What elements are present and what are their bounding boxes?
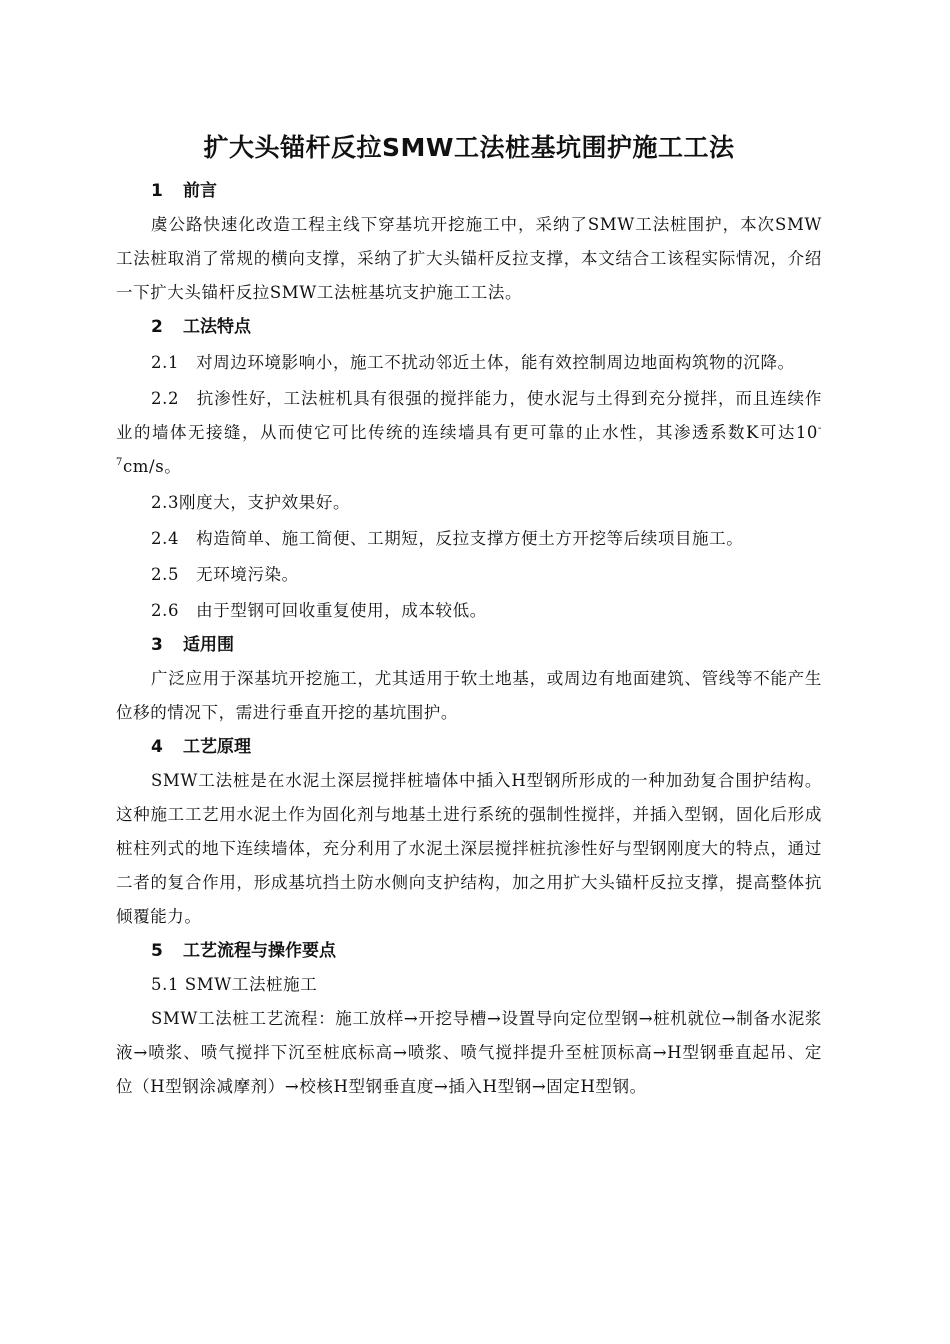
- section-title: 工法特点: [183, 317, 251, 337]
- paragraph-2-2: [116, 382, 822, 484]
- paragraph-2-3: 2.3刚度大，支护效果好。: [151, 493, 351, 512]
- paragraph-scope: 广泛应用于深基坑开挖施工，尤其适用于软土地基，或周边有地面建筑、管线等不能产生位移的情况下，需进行垂直开挖的基坑围护。: [116, 669, 822, 722]
- paragraph-2-5: 2.5 无环境污染。: [151, 565, 299, 584]
- paragraph-2-1: 2.1 对周边环境影响小，施工不扰动邻近土体，能有效控制周边地面构筑物的沉降。: [151, 353, 795, 372]
- section-number: 5: [151, 941, 163, 961]
- section-number: 1: [151, 181, 163, 201]
- section-heading-1: [116, 174, 822, 208]
- section-number: 2: [151, 317, 163, 337]
- section-heading-5: [116, 934, 822, 968]
- paragraph-2-2-text: 2.2 抗渗性好，工法桩机具有很强的搅拌能力，使水泥与土得到充分搅拌，而且连续作业的墙体无接缝，从而使它可比传统的连续墙具有更可靠的止水性，其渗透系数K可达10: [116, 389, 822, 442]
- section-number: 3: [151, 635, 163, 655]
- paragraph-2-6: 2.6 由于型钢可回收重复使用，成本较低。: [151, 601, 487, 620]
- paragraph-2-4: 2.4 构造简单、施工简便、工期短，反拉支撑方便土方开挖等后续项目施工。: [151, 529, 744, 548]
- document-content: [116, 128, 822, 1104]
- section-heading-3: [116, 628, 822, 662]
- section-heading-2: [116, 310, 822, 344]
- section-number: 4: [151, 737, 163, 757]
- section-title: 适用围: [183, 635, 234, 655]
- section-title: 工艺流程与操作要点: [183, 941, 336, 961]
- paragraph-2-2-unit: cm/s。: [122, 457, 182, 476]
- section-title: 前言: [183, 181, 217, 201]
- section-title: 工艺原理: [183, 737, 251, 757]
- exponent: -7: [116, 422, 822, 468]
- paragraph-process-flow: SMW工法桩工艺流程：施工放样→开挖导槽→设置导向定位型钢→桩机就位→制备水泥浆液→喷浆、喷气搅拌下沉至桩底标高→喷浆、喷气搅拌提升至桩顶标高→H型钢垂直起吊、定位（H型钢涂减摩剂）→校核H型钢垂直度→插入H型钢→固定H型钢。: [116, 1009, 822, 1096]
- subsection-heading-5-1: 5.1 SMW工法桩施工: [151, 975, 318, 994]
- paragraph-principle: SMW工法桩是在水泥土深层搅拌桩墙体中插入H型钢所形成的一种加劲复合围护结构。这种施工工艺用水泥土作为固化剂与地基土进行系统的强制性搅拌，并插入型钢，固化后形成桩柱列式的地下连续墙体，充分利用了水泥土深层搅拌桩抗渗性好与型钢刚度大的特点，通过二者的复合作用，形成基坑挡土防水侧向支护结构，加之用扩大头锚杆反拉支撑，提高整体抗倾覆能力。: [116, 771, 822, 926]
- section-heading-4: [116, 730, 822, 764]
- document-title: 扩大头锚杆反拉SMW工法桩基坑围护施工工法: [203, 133, 735, 162]
- paragraph-introduction: 虞公路快速化改造工程主线下穿基坑开挖施工中，采纳了SMW工法桩围护，本次SMW工法桩取消了常规的横向支撑，采纳了扩大头锚杆反拉支撑，本文结合工该程实际情况，介绍一下扩大头锚杆反拉SMW工法桩基坑支护施工工法。: [116, 215, 822, 302]
